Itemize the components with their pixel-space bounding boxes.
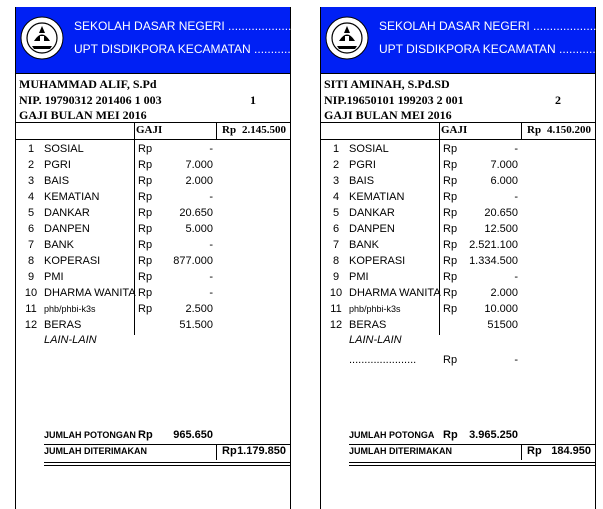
slip-header	[16, 7, 299, 73]
deduction-row	[321, 269, 595, 285]
deduction-row	[321, 157, 595, 173]
deduction-no: 10	[24, 287, 38, 299]
deduction-no: 9	[332, 271, 340, 283]
deduction-amount: 6.000	[490, 175, 518, 187]
deduction-name: DHARMA WANITA	[44, 287, 136, 299]
divider	[321, 73, 595, 74]
jumlah-diterimakan-label: JUMLAH DITERIMAKAN	[349, 446, 452, 456]
deduction-row	[321, 221, 595, 237]
jumlah-potongan-label: JUMLAH POTONGAN	[44, 430, 136, 440]
deduction-currency: Rp	[443, 223, 458, 235]
deduction-name: SOSIAL	[44, 143, 84, 155]
deduction-name: KOPERASI	[44, 255, 101, 267]
deduction-no: 12	[329, 319, 343, 331]
deduction-amount: -	[209, 143, 213, 155]
deduction-no: 2	[27, 159, 35, 171]
school-name-line: SEKOLAH DASAR NEGERI .....................	[379, 19, 603, 33]
deduction-no: 1	[27, 143, 35, 155]
deduction-name: BAIS	[349, 175, 375, 187]
deduction-no: 12	[24, 319, 38, 331]
deduction-row	[321, 301, 595, 317]
salary-slip-2	[320, 7, 603, 509]
deduction-name: BANK	[44, 239, 74, 251]
deduction-row	[16, 157, 290, 173]
deduction-row	[321, 205, 595, 221]
employee-nip: NIP.19650101 199203 2 001	[324, 93, 464, 107]
double-underline	[44, 462, 290, 466]
deduction-no: 1	[332, 143, 340, 155]
deduction-no: 6	[332, 223, 340, 235]
deduction-amount: 5.000	[185, 223, 213, 235]
deduction-no: 11	[330, 303, 342, 315]
slip-number: 2	[555, 93, 561, 107]
deduction-name: phb/phbi-k3s	[44, 304, 96, 314]
jumlah-diterimakan-currency: Rp	[222, 445, 237, 457]
jumlah-potongan-currency: Rp	[443, 429, 458, 441]
lain-lain-label: LAIN-LAIN	[44, 334, 97, 346]
deduction-name: BERAS	[349, 319, 387, 331]
deduction-no: 4	[27, 191, 35, 203]
deduction-no: 10	[329, 287, 343, 299]
deduction-currency: Rp	[138, 271, 153, 283]
gaji-currency: Rp	[527, 124, 542, 136]
deduction-no: 5	[27, 207, 35, 219]
deduction-name: DANKAR	[44, 207, 90, 219]
deduction-row	[321, 253, 595, 269]
deduction-name: SOSIAL	[349, 143, 389, 155]
deduction-currency: Rp	[443, 159, 458, 171]
gaji-currency: Rp	[222, 124, 237, 136]
deduction-currency: Rp	[443, 143, 458, 155]
deduction-name: PGRI	[44, 159, 71, 171]
deduction-amount: 2.521.100	[469, 239, 518, 251]
column-divider	[521, 444, 522, 460]
jumlah-potongan-row	[321, 427, 595, 443]
tut-wuri-handayani-logo-icon	[325, 16, 369, 60]
jumlah-diterimakan-value: 184.950	[551, 445, 591, 457]
deduction-no: 7	[27, 239, 35, 251]
deduction-currency: Rp	[443, 191, 458, 203]
deduction-currency: Rp	[443, 287, 458, 299]
deduction-name: phb/phbi-k3s	[349, 304, 401, 314]
deduction-currency: Rp	[138, 159, 153, 171]
deduction-currency: Rp	[138, 175, 153, 187]
deduction-row	[16, 189, 290, 205]
deduction-amount: 20.650	[484, 207, 518, 219]
deduction-name: PMI	[44, 271, 64, 283]
deduction-currency: Rp	[138, 239, 153, 251]
deduction-currency: Rp	[443, 175, 458, 187]
deduction-name: DANKAR	[349, 207, 395, 219]
deduction-currency: Rp	[138, 143, 153, 155]
divider	[321, 139, 595, 140]
jumlah-potongan-value: 3.965.250	[469, 429, 518, 441]
deduction-amount: -	[209, 239, 213, 251]
deduction-amount: 20.650	[179, 207, 213, 219]
extra-line-row	[16, 352, 290, 368]
gaji-value: 4.150.200	[547, 124, 591, 136]
deduction-amount: -	[209, 271, 213, 283]
deduction-row	[16, 221, 290, 237]
deduction-amount: 51500	[487, 319, 518, 331]
deduction-no: 6	[27, 223, 35, 235]
extra-line-name: ......................	[349, 354, 417, 366]
deduction-row	[16, 301, 290, 317]
deduction-amount: 2.000	[185, 175, 213, 187]
deduction-amount: 10.000	[484, 303, 518, 315]
deduction-name: BANK	[349, 239, 379, 251]
jumlah-potongan-value: 965.650	[173, 429, 213, 441]
jumlah-diterimakan-row	[16, 443, 290, 459]
deduction-currency: Rp	[138, 223, 153, 235]
tut-wuri-handayani-logo-icon	[20, 16, 64, 60]
extra-line-amount: -	[514, 354, 518, 366]
deduction-amount: 2.500	[185, 303, 213, 315]
deduction-name: PGRI	[349, 159, 376, 171]
deduction-name: KEMATIAN	[44, 191, 100, 203]
deduction-amount: 1.334.500	[469, 255, 518, 267]
deduction-name: KOPERASI	[349, 255, 406, 267]
deduction-row	[16, 141, 290, 157]
deduction-row	[321, 173, 595, 189]
upt-name-line: UPT DISDIKPORA KECAMATAN ............	[74, 42, 295, 56]
deduction-row	[321, 317, 595, 333]
deduction-name: KEMATIAN	[349, 191, 405, 203]
deduction-amount: 877.000	[173, 255, 213, 267]
slip-header	[321, 7, 603, 73]
double-underline	[349, 462, 595, 466]
upt-name-line: UPT DISDIKPORA KECAMATAN ............	[379, 42, 600, 56]
column-divider	[216, 444, 217, 460]
deduction-no: 3	[27, 175, 35, 187]
deduction-name: DANPEN	[44, 223, 90, 235]
deduction-amount: -	[209, 191, 213, 203]
deduction-row	[321, 189, 595, 205]
deduction-amount: 2.000	[490, 287, 518, 299]
deduction-currency: Rp	[138, 287, 153, 299]
extra-line-row	[321, 352, 595, 368]
deduction-row	[16, 205, 290, 221]
extra-line-currency: Rp	[443, 354, 458, 366]
jumlah-potongan-currency: Rp	[138, 429, 153, 441]
deduction-no: 9	[27, 271, 35, 283]
deduction-amount: 12.500	[484, 223, 518, 235]
deduction-amount: -	[514, 191, 518, 203]
divider	[16, 139, 290, 140]
jumlah-diterimakan-label: JUMLAH DITERIMAKAN	[44, 446, 147, 456]
salary-slip-1	[15, 7, 299, 509]
deduction-no: 8	[332, 255, 340, 267]
gaji-label: GAJI	[136, 124, 163, 136]
deduction-row	[16, 269, 290, 285]
deduction-currency: Rp	[138, 207, 153, 219]
salary-period: GAJI BULAN MEI 2016	[19, 108, 147, 122]
deduction-currency: Rp	[443, 239, 458, 251]
deduction-row	[16, 285, 290, 301]
deduction-name: BERAS	[44, 319, 82, 331]
salary-period: GAJI BULAN MEI 2016	[324, 108, 452, 122]
jumlah-potongan-label: JUMLAH POTONGA	[349, 430, 435, 440]
deduction-no: 4	[332, 191, 340, 203]
deduction-no: 11	[25, 303, 37, 315]
jumlah-potongan-row	[16, 427, 290, 443]
deduction-no: 2	[332, 159, 340, 171]
deduction-currency: Rp	[138, 191, 153, 203]
deduction-name: DHARMA WANITA	[349, 287, 441, 299]
deduction-row	[321, 285, 595, 301]
deduction-no: 8	[27, 255, 35, 267]
divider	[16, 73, 290, 74]
deduction-row	[321, 237, 595, 253]
gaji-value: 2.145.500	[242, 124, 286, 136]
deduction-amount: 7.000	[185, 159, 213, 171]
deduction-currency: Rp	[443, 271, 458, 283]
deduction-currency: Rp	[443, 255, 458, 267]
deduction-amount: -	[514, 271, 518, 283]
column-divider	[521, 123, 522, 139]
jumlah-diterimakan-value: 1.179.850	[237, 445, 286, 457]
deduction-name: BAIS	[44, 175, 70, 187]
deduction-no: 3	[332, 175, 340, 187]
employee-name: SITI AMINAH, S.Pd.SD	[324, 77, 450, 91]
deduction-row	[16, 237, 290, 253]
deduction-no: 7	[332, 239, 340, 251]
gaji-label: GAJI	[441, 124, 468, 136]
deduction-currency: Rp	[138, 255, 153, 267]
lain-lain-label: LAIN-LAIN	[349, 334, 402, 346]
lain-lain-row	[16, 332, 290, 348]
employee-nip: NIP. 19790312 201406 1 003	[19, 93, 162, 107]
deduction-no: 5	[332, 207, 340, 219]
deduction-row	[16, 317, 290, 333]
employee-name: MUHAMMAD ALIF, S.Pd	[19, 77, 157, 91]
deduction-row	[321, 141, 595, 157]
deduction-row	[16, 253, 290, 269]
deduction-amount: -	[514, 143, 518, 155]
slip-number: 1	[250, 93, 256, 107]
deduction-currency: Rp	[443, 303, 458, 315]
deduction-amount: 7.000	[490, 159, 518, 171]
deduction-row	[16, 173, 290, 189]
lain-lain-row	[321, 332, 595, 348]
deduction-currency: Rp	[443, 207, 458, 219]
deduction-currency: Rp	[138, 303, 153, 315]
deduction-amount: 51.500	[179, 319, 213, 331]
column-divider	[216, 123, 217, 139]
deduction-amount: -	[209, 287, 213, 299]
school-name-line: SEKOLAH DASAR NEGERI .....................	[74, 19, 299, 33]
jumlah-diterimakan-row	[321, 443, 595, 459]
deduction-name: PMI	[349, 271, 369, 283]
jumlah-diterimakan-currency: Rp	[527, 445, 542, 457]
deduction-name: DANPEN	[349, 223, 395, 235]
